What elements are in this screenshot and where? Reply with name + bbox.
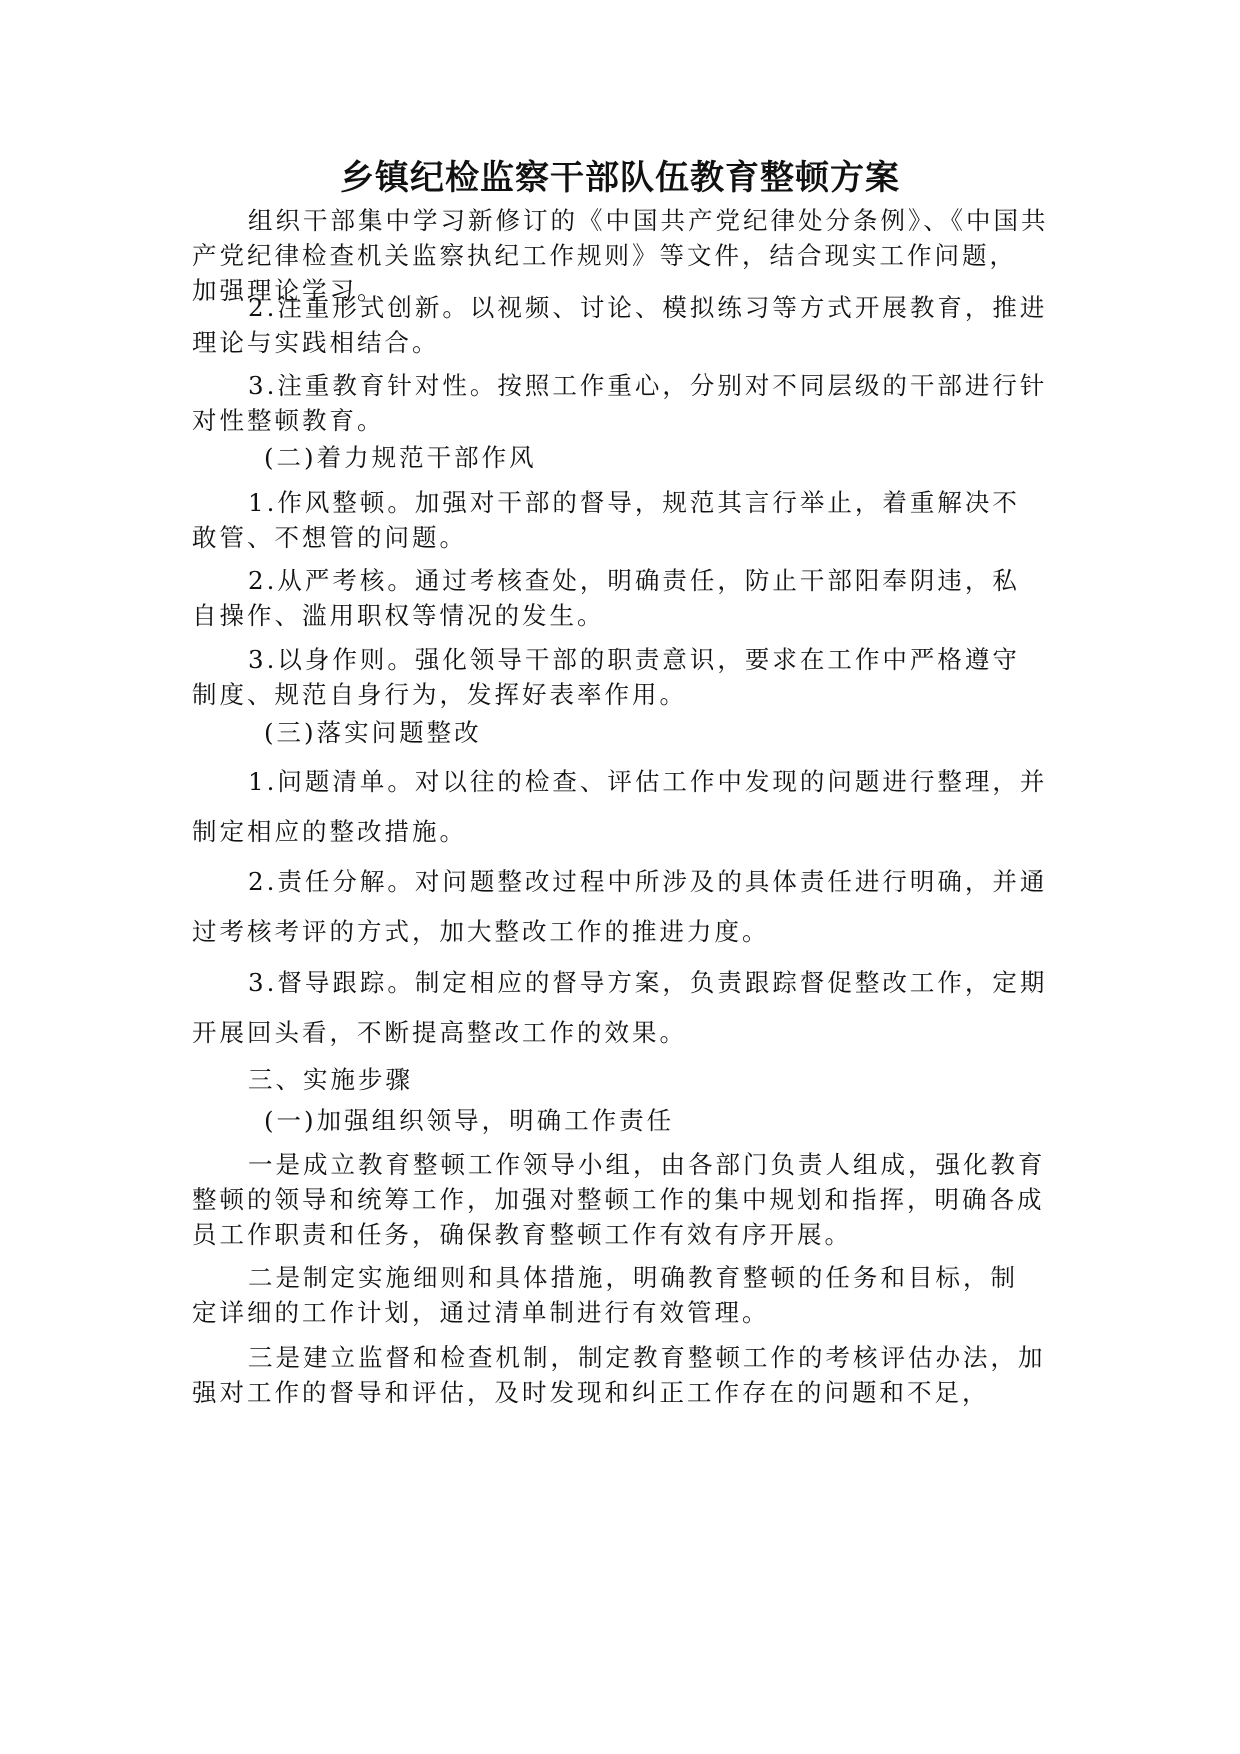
document-title: 乡镇纪检监察干部队伍教育整顿方案 <box>340 158 900 198</box>
paragraph-implementation-rules: 二是制定实施细则和具体措施，明确教育整顿的任务和目标，制 定详细的工作计划，通过清单制进行有效管理。 <box>192 1263 1018 1327</box>
paragraph-lead-by-example: 3.以身作则。强化领导干部的职责意识，要求在工作中严格遵守 制度、规范自身行为，发挥好表率作用。 <box>192 645 1020 709</box>
paragraph-supervision-tracking: 3.督导跟踪。制定相应的督导方案，负责跟踪督促整改工作，定期开展回头看，不断提高整改工作的效果。 <box>192 968 1048 1047</box>
chapter-heading-implementation: 三、实施步骤 <box>248 1065 413 1094</box>
section-heading-organization: (一)加强组织领导，明确工作责任 <box>264 1106 675 1135</box>
paragraph-targeted-education: 3.注重教育针对性。按照工作重心，分别对不同层级的干部进行针对性整顿教育。 <box>192 371 1048 435</box>
paragraph-study-documents: 组织干部集中学习新修订的《中国共产党纪律处分条例》、《中国共产党纪律检查机关监察执纪工作规则》等文件，结合现实工作问题， 加强理论学习。 <box>192 206 1049 305</box>
section-heading-2: (二)着力规范干部作风 <box>264 443 537 472</box>
paragraph-supervision-mechanism: 三是建立监督和检查机制，制定教育整顿工作的考核评估办法，加强对工作的督导和评估，及时发现和纠正工作存在的问题和不足， <box>192 1343 1046 1407</box>
section-heading-3: (三)落实问题整改 <box>264 718 482 747</box>
paragraph-strict-assessment: 2.从严考核。通过考核查处，明确责任，防止干部阳奉阴违，私 自操作、滥用职权等情况的发生。 <box>192 566 1020 630</box>
paragraph-leading-group: 一是成立教育整顿工作领导小组，由各部门负责人组成，强化教育整顿的领导和统筹工作，加强对整顿工作的集中规划和指挥，明确各成员工作职责和任务，确保教育整顿工作有效有序开展。 <box>192 1150 1046 1249</box>
paragraph-style-rectification: 1.作风整顿。加强对干部的督导，规范其言行举止，着重解决不 敢管、不想管的问题。 <box>192 488 1020 552</box>
paragraph-problem-list: 1.问题清单。对以往的检查、评估工作中发现的问题进行整理，并制定相应的整改措施。 <box>192 767 1048 846</box>
paragraph-form-innovation: 2.注重形式创新。以视频、讨论、模拟练习等方式开展教育，推进理论与实践相结合。 <box>192 293 1048 357</box>
paragraph-responsibility-split: 2.责任分解。对问题整改过程中所涉及的具体责任进行明确，并通过考核考评的方式，加大整改工作的推进力度。 <box>192 867 1048 946</box>
